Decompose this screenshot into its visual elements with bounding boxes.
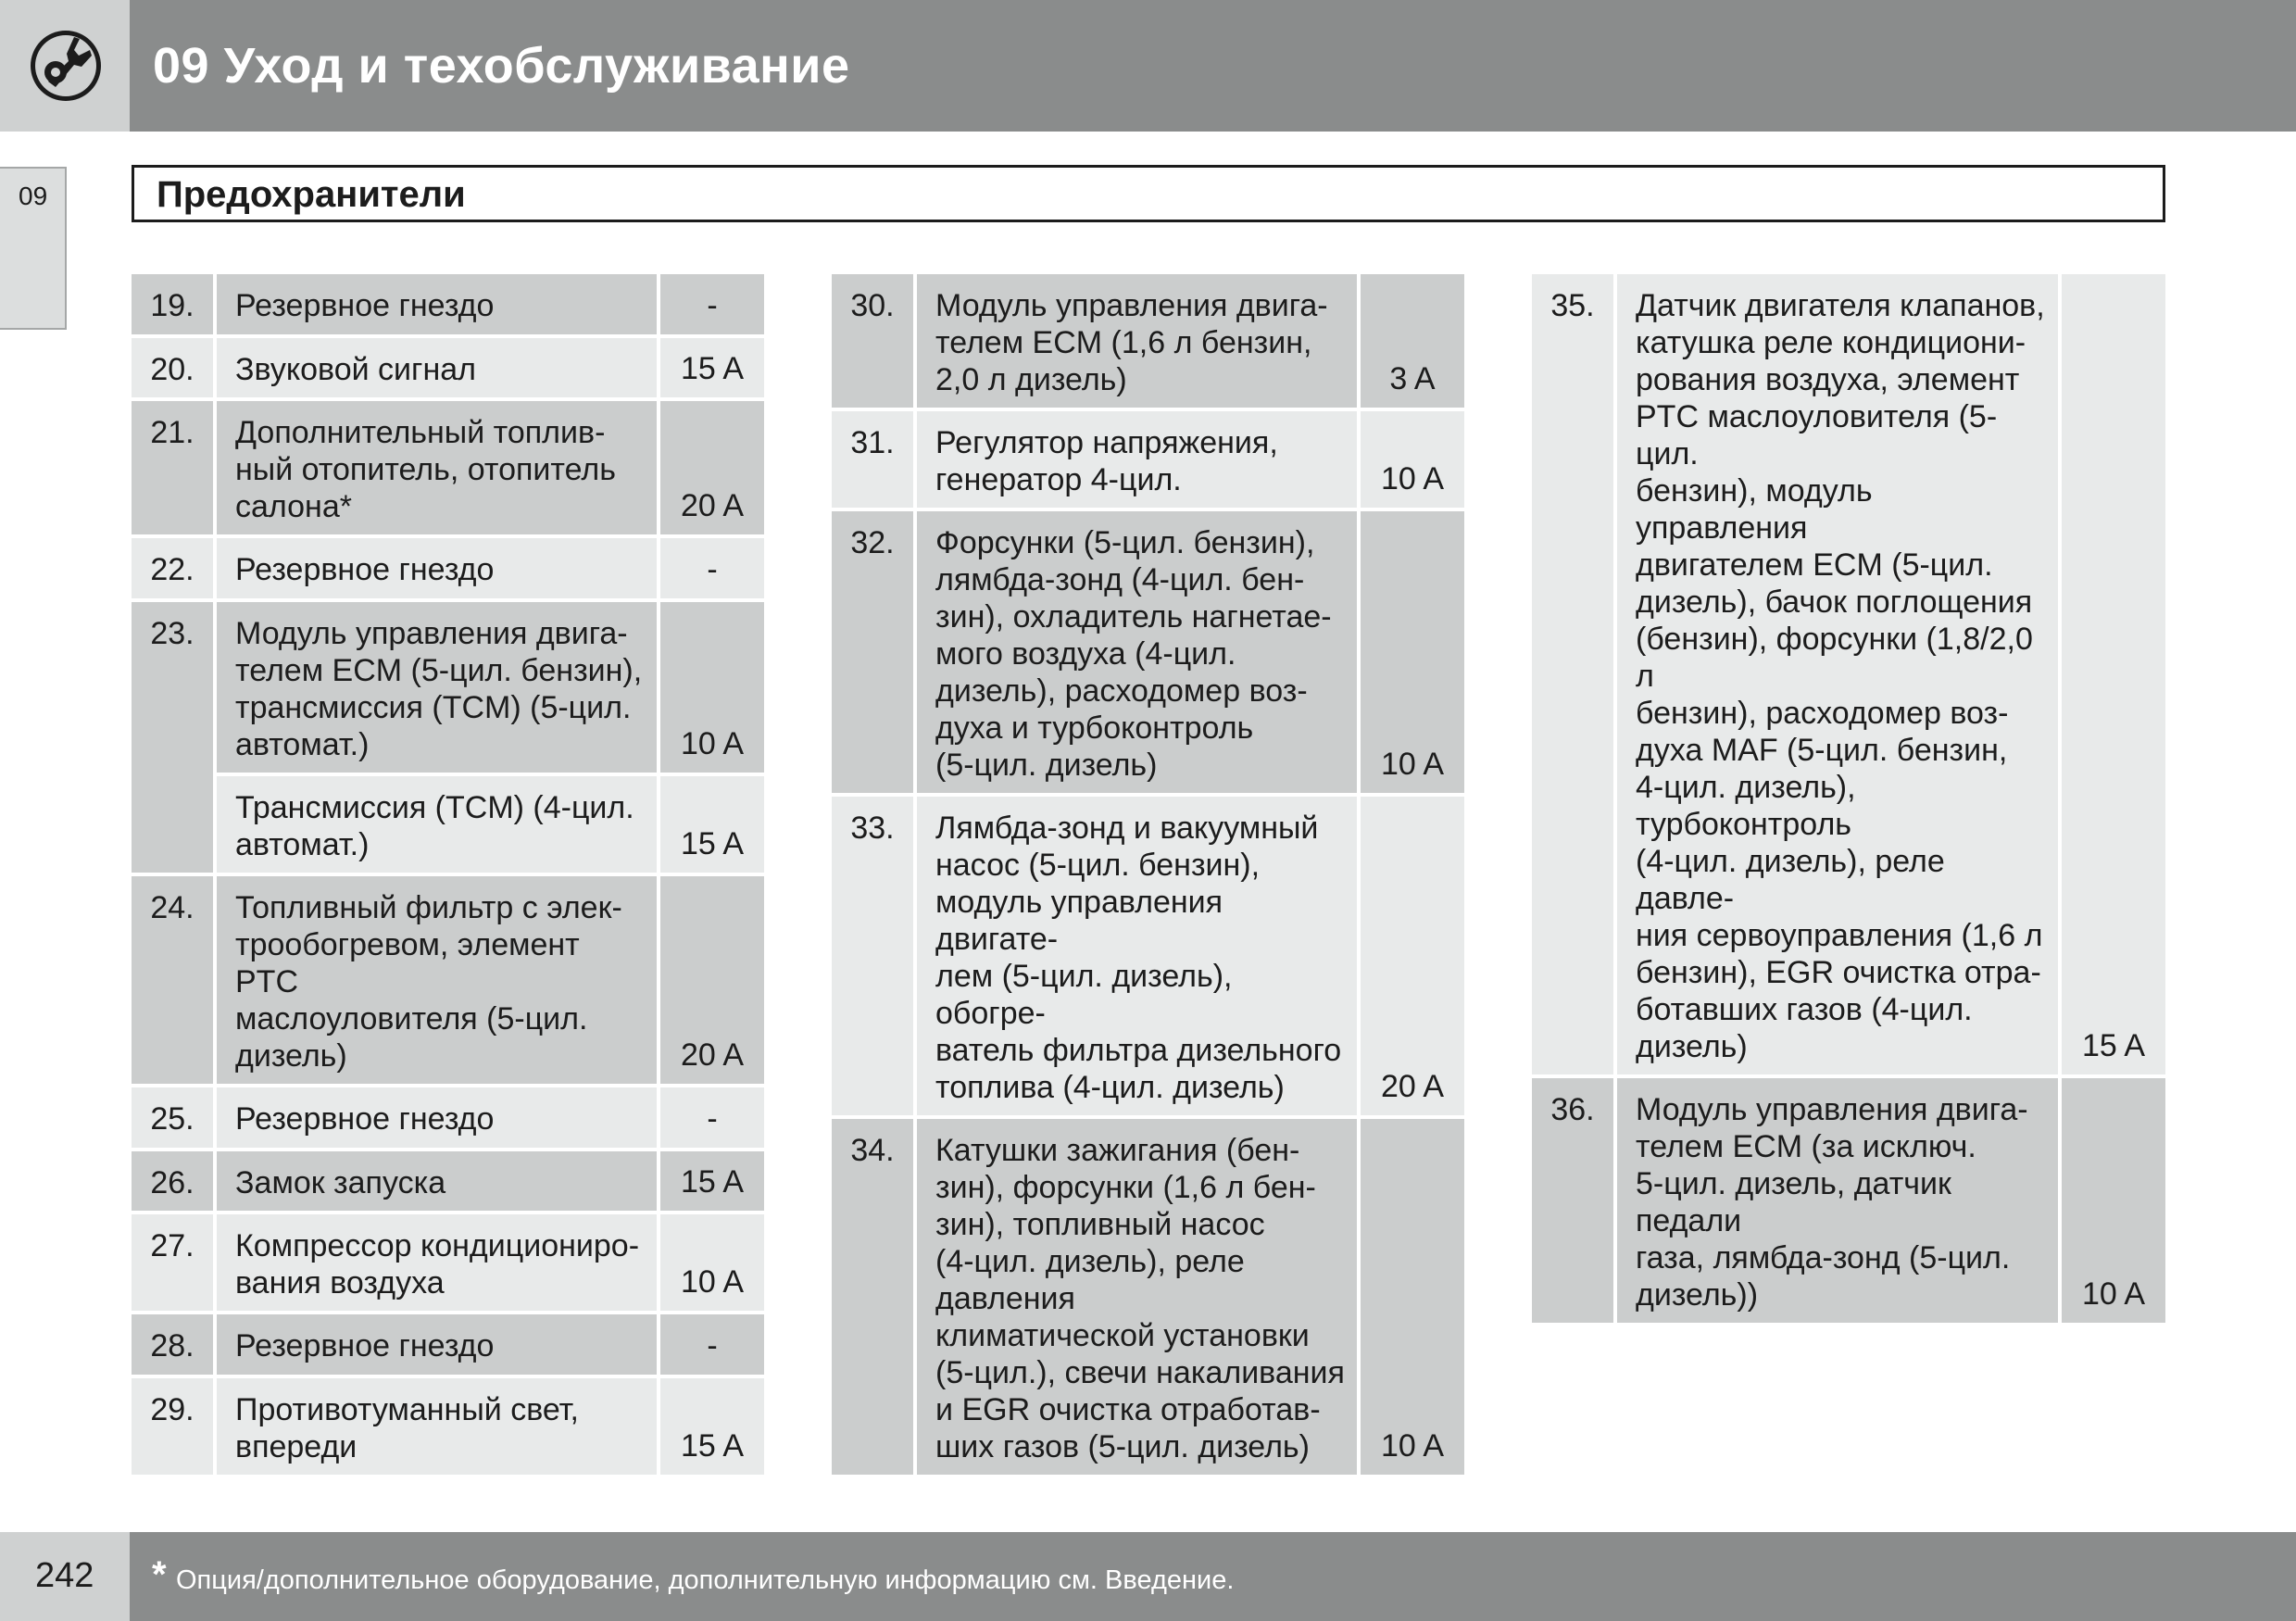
- fuse-amperage: 10 A: [1361, 411, 1464, 511]
- fuse-description: Форсунки (5-цил. бензин), лямбда-зонд (4-цил. бен- зин), охладитель нагнетае- мого воздуха (4-цил. дизель), расходомер воз- духа и турбоконтроль (5-цил. дизель): [917, 511, 1361, 797]
- fuse-number: 26.: [132, 1151, 217, 1214]
- fuse-row: [832, 511, 1464, 797]
- chapter-title: 09 Уход и техобслуживание: [153, 38, 850, 94]
- fuse-description: Катушки зажигания (бен- зин), форсунки (1,6 л бен- зин), топливный насос (4-цил. дизель), реле давления климатической установки (5-цил.), свечи накаливания и EGR очистка отработав- ших газов (5-цил. дизель): [917, 1119, 1361, 1478]
- fuse-number: 28.: [132, 1314, 217, 1378]
- fuse-row: [832, 274, 1464, 411]
- fuse-row: [132, 602, 764, 776]
- fuse-row: [132, 1378, 764, 1478]
- fuse-amperage: -: [660, 1087, 764, 1151]
- chapter-icon-box: [0, 0, 130, 132]
- fuse-number: 27.: [132, 1214, 217, 1314]
- fuse-table-left: [132, 274, 764, 1478]
- fuse-description: Трансмиссия (TCM) (4-цил. автомат.): [217, 776, 660, 876]
- fuse-amperage: 15 A: [660, 1151, 764, 1214]
- fuse-description: Противотуманный свет, впереди: [217, 1378, 660, 1478]
- fuse-amperage: 10 A: [660, 602, 764, 776]
- section-title: Предохранители: [157, 174, 466, 215]
- fuse-number: 35.: [1532, 274, 1617, 1078]
- fuse-description: Лямбда-зонд и вакуумный насос (5-цил. бензин), модуль управления двигате- лем (5-цил. дизель), обогре- ватель фильтра дизельного топлива (4-цил. дизель): [917, 797, 1361, 1119]
- fuse-number: 20.: [132, 338, 217, 401]
- fuse-description: Резервное гнездо: [217, 1314, 660, 1378]
- fuse-description: Регулятор напряжения, генератор 4-цил.: [917, 411, 1361, 511]
- fuse-row: [132, 538, 764, 602]
- fuse-row: [132, 1151, 764, 1214]
- fuse-number: 21.: [132, 401, 217, 538]
- fuse-amperage: 10 A: [2062, 1078, 2165, 1326]
- fuse-amperage: 10 A: [1361, 1119, 1464, 1478]
- fuse-amperage: 10 A: [660, 1214, 764, 1314]
- fuse-row: [132, 1214, 764, 1314]
- fuse-description: Резервное гнездо: [217, 274, 660, 338]
- footer-bar: [130, 1532, 2296, 1621]
- fuse-amperage: 3 A: [1361, 274, 1464, 411]
- fuse-description: Дополнительный топлив- ный отопитель, отопитель салона*: [217, 401, 660, 538]
- fuse-table-middle: [832, 274, 1464, 1478]
- fuse-description: Резервное гнездо: [217, 1087, 660, 1151]
- fuse-description: Топливный фильтр с элек- трообогревом, элемент PTC маслоуловителя (5-цил. дизель): [217, 876, 660, 1087]
- footnote-text: Опция/дополнительное оборудование, дополнительную информацию см. Введение.: [176, 1565, 1235, 1595]
- fuse-row: [132, 338, 764, 401]
- fuse-amperage: -: [660, 1314, 764, 1378]
- fuse-row: [132, 776, 764, 876]
- page-number-box: [0, 1532, 130, 1621]
- fuse-number: 30.: [832, 274, 917, 411]
- fuse-row: [132, 1087, 764, 1151]
- chapter-header: [0, 0, 2296, 132]
- fuse-row: [132, 401, 764, 538]
- fuse-number: 33.: [832, 797, 917, 1119]
- fuse-description: Резервное гнездо: [217, 538, 660, 602]
- fuse-number: 23.: [132, 602, 217, 876]
- fuse-description: Замок запуска: [217, 1151, 660, 1214]
- fuse-amperage: 15 A: [660, 776, 764, 876]
- fuse-description: Компрессор кондициониро- вания воздуха: [217, 1214, 660, 1314]
- fuse-description: Модуль управления двига- телем ECM (1,6 л бензин, 2,0 л дизель): [917, 274, 1361, 411]
- fuse-amperage: 20 A: [660, 876, 764, 1087]
- fuse-number: 25.: [132, 1087, 217, 1151]
- fuse-row: [832, 411, 1464, 511]
- fuse-row: [132, 876, 764, 1087]
- fuse-description: Модуль управления двига- телем ECM (5-цил. бензин), трансмиссия (TCM) (5-цил. автомат.): [217, 602, 660, 776]
- chapter-side-tab: [0, 167, 67, 330]
- fuse-row: [832, 797, 1464, 1119]
- fuse-amperage: -: [660, 274, 764, 338]
- fuse-row: [132, 1314, 764, 1378]
- fuse-description: Модуль управления двига- телем ECM (за исключ. 5-цил. дизель, датчик педали газа, лямбда-зонд (5-цил. дизель)): [1617, 1078, 2062, 1326]
- fuse-number: 29.: [132, 1378, 217, 1478]
- fuse-row: [132, 274, 764, 338]
- fuse-row: [1532, 274, 2165, 1078]
- side-tab-label: 09: [19, 182, 48, 210]
- fuse-table-right: [1532, 274, 2165, 1326]
- fuse-number: 19.: [132, 274, 217, 338]
- fuse-description: Датчик двигателя клапанов, катушка реле кондициони- рования воздуха, элемент PTC маслоуловителя (5-цил. бензин), модуль управления двигателем ECM (5-цил. дизель), бачок поглощения (бензин), форсунки (1,8/2,0 л бензин), расходомер воз- духа MAF (5-цил. бензин, 4-цил. дизель), турбоконтроль (4-цил. дизель), реле давле- ния сервоуправления (1,6 л бензин), EGR очистка отра- ботавших газов (4-цил. дизель): [1617, 274, 2062, 1078]
- wrench-gear-icon: [28, 28, 104, 104]
- fuse-number: 31.: [832, 411, 917, 511]
- fuse-number: 24.: [132, 876, 217, 1087]
- page-number: 242: [35, 1556, 94, 1595]
- fuse-amperage: 10 A: [1361, 511, 1464, 797]
- fuse-number: 22.: [132, 538, 217, 602]
- fuse-amperage: 15 A: [660, 1378, 764, 1478]
- fuse-row: [1532, 1078, 2165, 1326]
- fuse-amperage: -: [660, 538, 764, 602]
- fuse-amperage: 20 A: [1361, 797, 1464, 1119]
- fuse-number: 34.: [832, 1119, 917, 1478]
- fuse-description: Звуковой сигнал: [217, 338, 660, 401]
- fuse-number: 36.: [1532, 1078, 1617, 1326]
- footnote-star: *: [152, 1554, 167, 1595]
- fuse-row: [832, 1119, 1464, 1478]
- fuse-number: 32.: [832, 511, 917, 797]
- fuse-amperage: 15 A: [660, 338, 764, 401]
- fuse-amperage: 20 A: [660, 401, 764, 538]
- section-title-box: [132, 165, 2165, 222]
- fuse-amperage: 15 A: [2062, 274, 2165, 1078]
